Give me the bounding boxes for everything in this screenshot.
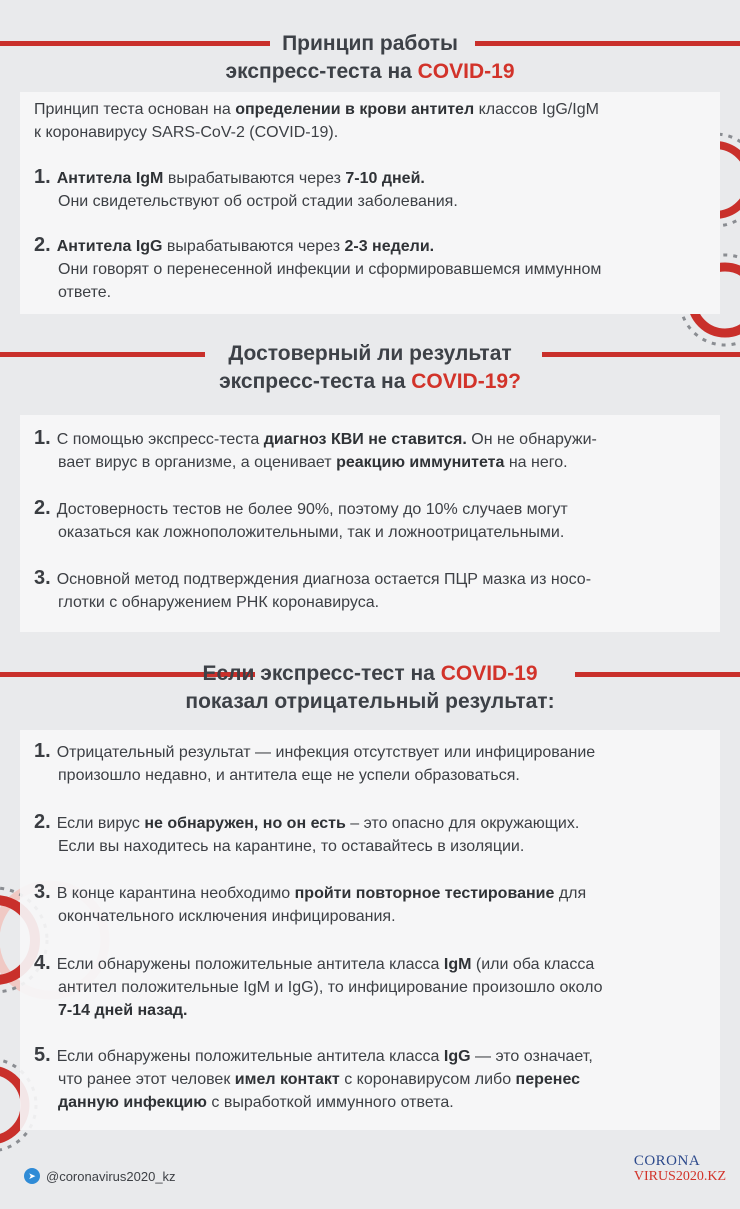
- section-title: Достоверный ли результат экспресс-теста на COVID-19?: [219, 342, 521, 393]
- list-item: 1. Отрицательный результат — инфекция отсутствует или инфицирование произошло недавно, и антитела еще не успели образоваться.: [34, 740, 596, 784]
- list-item: 1. Антитела IgM вырабатываются через 7-10 дней. Они свидетельствуют об острой стадии заболевания.: [34, 166, 458, 210]
- list-item: 2. Антитела IgG вырабатываются через 2-3 недели. Они говорят о перенесенной инфекции и сформировавшемся иммунном ответе.: [34, 234, 602, 301]
- list-item: 4. Если обнаружены положительные антитела класса IgM (или оба класса антител положительные IgM и IgG), то инфицирование произошло около 7-14 дней назад.: [34, 952, 603, 1019]
- list-item: 1. С помощью экспресс-теста диагноз КВИ не ставится. Он не обнаружи- вает вирус в организме, а оценивает реакцию иммунитета на него.: [34, 427, 597, 471]
- list-item: 2. Если вирус не обнаружен, но он есть – это опасно для окружающих. Если вы находитесь на карантине, то оставайтесь в изоляции.: [34, 811, 580, 855]
- site-logo: CORONA VIRUS2020.KZ: [633, 1153, 726, 1184]
- list-item: 5. Если обнаружены положительные антитела класса IgG — это означает, что ранее этот человек имел контакт с коронавирусом либо перенес данную инфекцию с выработкой иммунного ответа.: [34, 1044, 593, 1111]
- intro-text: Принцип теста основан на определении в крови антител классов IgG/IgM к коронавирусу SARS-CoV-2 (COVID-19).: [34, 101, 599, 141]
- telegram-icon: ➤: [24, 1168, 40, 1184]
- telegram-handle: @coronavirus2020_kz: [46, 1168, 176, 1184]
- list-item: 2. Достоверность тестов не более 90%, поэтому до 10% случаев могут оказаться как ложноположительными, так и ложноотрицательными.: [34, 497, 568, 541]
- telegram-link[interactable]: [24, 1168, 176, 1184]
- list-item: 3. Основной метод подтверждения диагноза остается ПЦР мазка из носо- глотки с обнаружением РНК коронавируса.: [34, 567, 592, 611]
- section-title: Принцип работы экспресс-теста на COVID-19: [225, 32, 515, 83]
- section-title: Если экспресс-тест на COVID-19 показал отрицательный результат:: [185, 662, 555, 713]
- list-item: 3. В конце карантина необходимо пройти повторное тестирование для окончательного исключения инфицирования.: [34, 881, 587, 925]
